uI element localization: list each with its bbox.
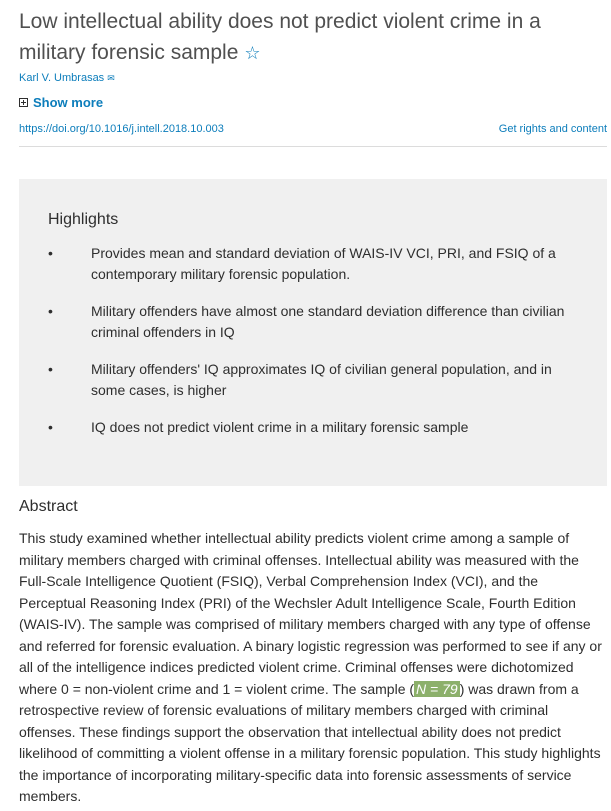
article-title-text: Low intellectual ability does not predict violent crime in a military forensic sample xyxy=(19,10,541,64)
author-link[interactable] xyxy=(19,72,115,84)
doi-link[interactable]: https://doi.org/10.1016/j.intell.2018.10.003 xyxy=(19,123,224,135)
highlights-list xyxy=(19,243,607,454)
bullet-icon: • xyxy=(48,419,53,435)
highlight-text: Military offenders' IQ approximates IQ of civilian general population, and in some cases, is higher xyxy=(91,361,552,398)
rights-link[interactable]: Get rights and content xyxy=(498,123,607,135)
highlighted-sample-size: N = 79 xyxy=(416,680,458,697)
star-icon[interactable]: ☆ xyxy=(244,43,261,63)
abstract-body xyxy=(19,528,603,808)
plus-box-icon xyxy=(19,98,28,107)
divider xyxy=(19,146,607,147)
highlight-text: Provides mean and standard deviation of WAIS-IV VCI, PRI, and FSIQ of a contemporary military forensic population. xyxy=(91,245,556,282)
bullet-icon: • xyxy=(48,361,53,377)
highlight-item xyxy=(19,301,607,343)
highlight-item xyxy=(19,243,607,285)
article-title xyxy=(19,6,599,69)
highlights-box xyxy=(19,179,607,486)
highlight-item xyxy=(19,417,607,438)
highlights-title: Highlights xyxy=(48,211,119,228)
abstract-title: Abstract xyxy=(19,498,78,515)
author-name[interactable]: Karl V. Umbrasas xyxy=(19,72,105,84)
abstract-text-before: This study examined whether intellectual ability predicts violent crime among a sample of military members charged with criminal offenses. Intellectual ability was measured with the Full-Scale Intelligence Quotient (FSIQ), Verbal Comprehension Index (VCI), and the Perceptual Reasoning Index (PRI) of the Wechsler Adult Intelligence Scale, Fourth Edition (WAIS-IV). The sample was comprised of military members charged with any type of offense and referred for forensic evaluation. A binary logistic regression was performed to see if any or all of the intelligence indices predicted violent crime. Criminal offenses were dichotomized where 0 = non-violent crime and 1 = violent crime. The sample ( xyxy=(19,530,602,697)
highlight-item xyxy=(19,359,607,401)
highlight-text: Military offenders have almost one standard deviation difference than civilian criminal offenders in IQ xyxy=(91,303,565,340)
bullet-icon: • xyxy=(48,303,53,319)
show-more-label[interactable]: Show more xyxy=(33,95,104,110)
bullet-icon: • xyxy=(48,245,53,261)
mail-icon[interactable]: ✉ xyxy=(107,73,115,83)
highlight-text: IQ does not predict violent crime in a military forensic sample xyxy=(91,419,469,435)
abstract-text-after: ) was drawn from a retrospective review of forensic evaluations of military members charged with criminal offenses. These findings support the observation that intellectual ability does not predict likelihood of committing a violent offense in a military forensic population. This study highlights the importance of incorporating military-specific data into forensic assessments of service members. xyxy=(19,680,601,804)
show-more-button[interactable] xyxy=(19,95,103,110)
